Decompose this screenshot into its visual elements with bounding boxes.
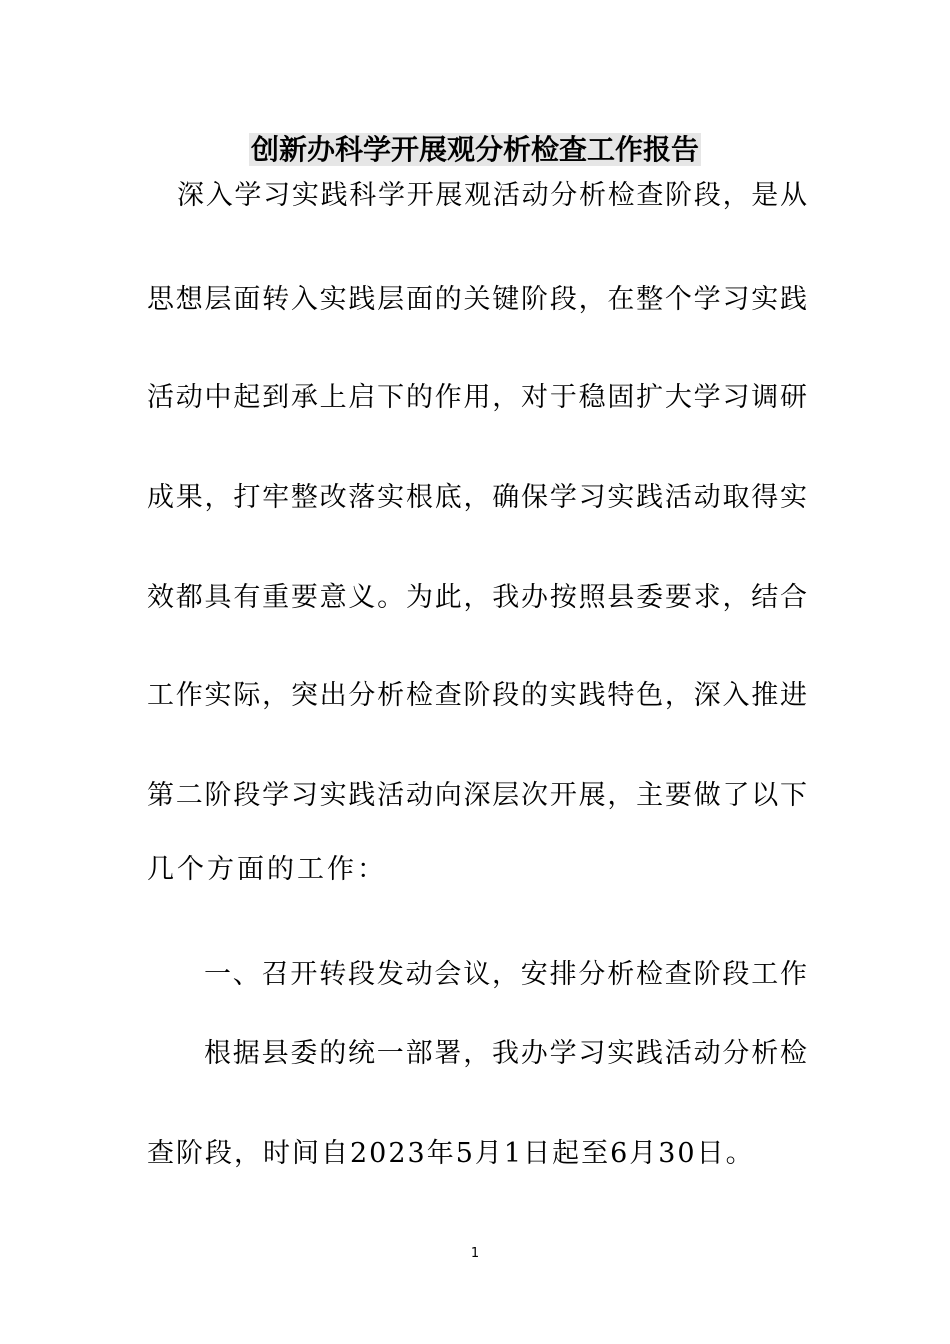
- section-heading: 一、召开转段发动会议，安排分析检查阶段工作: [204, 959, 807, 990]
- paragraph-line: 效都具有重要意义。为此，我办按照县委要求，结合: [147, 582, 807, 613]
- paragraph-line: 思想层面转入实践层面的关键阶段，在整个学习实践: [147, 284, 807, 315]
- paragraph-line: 第二阶段学习实践活动向深层次开展，主要做了以下: [147, 780, 807, 811]
- paragraph-line: 工作实际，突出分析检查阶段的实践特色，深入推进: [147, 680, 807, 711]
- paragraph-line: 深入学习实践科学开展观活动分析检查阶段，是从: [177, 180, 807, 211]
- paragraph-line: 几个方面的工作：: [147, 854, 387, 885]
- paragraph-line: 活动中起到承上启下的作用，对于稳固扩大学习调研: [147, 382, 807, 413]
- paragraph-line: 根据县委的统一部署，我办学习实践活动分析检: [204, 1038, 807, 1069]
- document-title-text: 创新办科学开展观分析检查工作报告: [250, 133, 699, 166]
- document-title: [0, 128, 950, 172]
- page-number: 1: [470, 1246, 480, 1261]
- paragraph-line: 查阶段，时间自2023年5月1日起至6月30日。: [147, 1138, 755, 1169]
- paragraph-line: 成果，打牢整改落实根底，确保学习实践活动取得实: [147, 482, 807, 513]
